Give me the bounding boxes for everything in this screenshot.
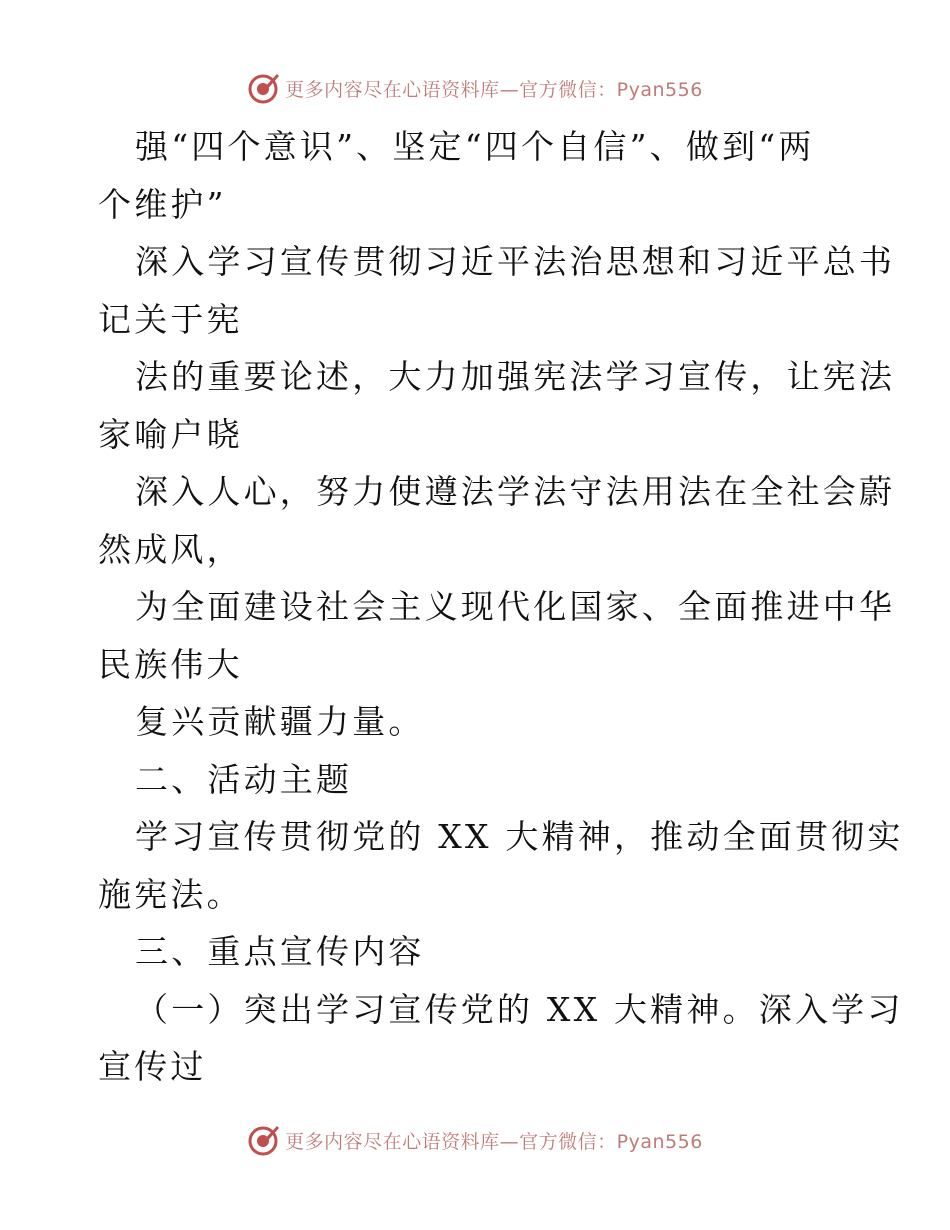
body-line: 法的重要论述，大力加强宪法学习宣传，让宪法 xyxy=(135,357,896,396)
document-body xyxy=(98,118,904,1096)
body-line: 然成风， xyxy=(98,529,243,569)
header-banner-text: 更多内容尽在心语资料库—官方微信：Pyan556 xyxy=(285,78,703,101)
body-line: 深入人心，努力使遵法学法守法用法在全社会蔚 xyxy=(135,472,896,511)
body-line: 强“四个意识”、坚定“四个自信”、做到“两 xyxy=(135,127,815,166)
body-line: 民族伟大 xyxy=(98,644,243,684)
body-line: （一）突出学习宣传党的 XX 大精神。深入学习 xyxy=(135,989,904,1029)
body-line: 复兴贡献疆力量。 xyxy=(135,702,425,741)
body-line: 家喻户晓 xyxy=(98,414,243,454)
body-line: 深入学习宣传贯彻习近平法治思想和习近平总书 xyxy=(135,242,896,281)
footer-banner-text: 更多内容尽在心语资料库—官方微信：Pyan556 xyxy=(285,1130,703,1153)
footer-banner xyxy=(0,1120,950,1160)
pen-logo-icon xyxy=(247,71,281,105)
section-heading: 三、重点宣传内容 xyxy=(135,932,425,971)
body-line: 宣传过 xyxy=(98,1047,207,1086)
body-line: 为全面建设社会主义现代化国家、全面推进中华 xyxy=(135,587,896,626)
section-heading: 二、活动主题 xyxy=(135,759,353,799)
body-line: 记关于宪 xyxy=(98,299,243,339)
body-line: 学习宣传贯彻党的 XX 大精神，推动全面贯彻实 xyxy=(135,817,904,856)
pen-logo-icon xyxy=(247,1123,281,1157)
header-banner xyxy=(0,68,950,108)
body-line: 个维护” xyxy=(98,184,227,224)
body-line: 施宪法。 xyxy=(98,874,243,914)
